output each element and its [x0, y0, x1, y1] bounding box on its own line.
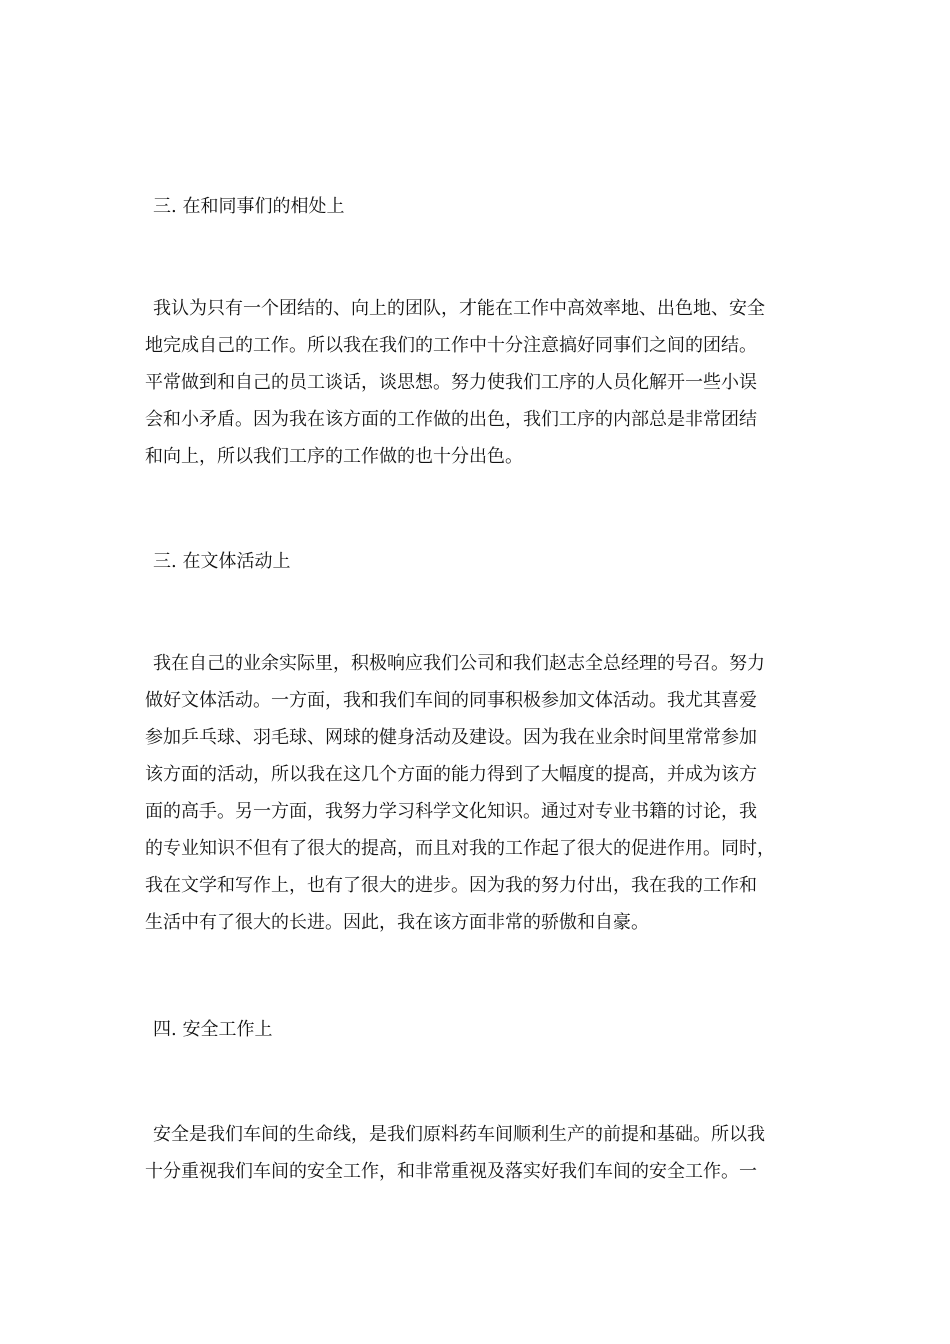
- paragraph-line: 平常做到和自己的员工谈话，谈思想。努力使我们工序的人员化解开一些小误: [145, 372, 757, 393]
- paragraph-line: 和向上，所以我们工序的工作做的也十分出色。: [145, 446, 523, 467]
- paragraph-line: 我在自己的业余实际里，积极响应我们公司和我们赵志全总经理的号召。努力: [153, 653, 765, 674]
- paragraph-line: 十分重视我们车间的安全工作，和非常重视及落实好我们车间的安全工作。一: [145, 1161, 757, 1182]
- paragraph-line: 地完成自己的工作。所以我在我们的工作中十分注意搞好同事们之间的团结。: [145, 335, 757, 356]
- section-paragraph-sports: [145, 645, 805, 941]
- paragraph-line: 生活中有了很大的长进。因此，我在该方面非常的骄傲和自豪。: [145, 912, 649, 933]
- paragraph-line: 的专业知识不但有了很大的提高，而且对我的工作起了很大的促进作用。同时，: [145, 838, 775, 859]
- paragraph-line: 面的高手。另一方面，我努力学习科学文化知识。通过对专业书籍的讨论，我: [145, 801, 757, 822]
- section-paragraph-colleagues: [145, 290, 805, 475]
- section-heading-sports: 三. 在文体活动上: [153, 551, 291, 572]
- section-heading-safety: 四. 安全工作上: [153, 1019, 273, 1040]
- paragraph-line: 我在文学和写作上，也有了很大的进步。因为我的努力付出，我在我的工作和: [145, 875, 757, 896]
- section-paragraph-safety: [145, 1116, 805, 1190]
- paragraph-line: 参加乒乓球、羽毛球、网球的健身活动及建设。因为我在业余时间里常常参加: [145, 727, 757, 748]
- paragraph-line: 会和小矛盾。因为我在该方面的工作做的出色，我们工序的内部总是非常团结: [145, 409, 757, 430]
- paragraph-line: 该方面的活动，所以我在这几个方面的能力得到了大幅度的提高，并成为该方: [145, 764, 757, 785]
- section-heading-colleagues: 三. 在和同事们的相处上: [153, 196, 345, 217]
- paragraph-line: 做好文体活动。一方面，我和我们车间的同事积极参加文体活动。我尤其喜爱: [145, 690, 757, 711]
- paragraph-line: 安全是我们车间的生命线，是我们原料药车间顺利生产的前提和基础。所以我: [153, 1124, 765, 1145]
- paragraph-line: 我认为只有一个团结的、向上的团队，才能在工作中高效率地、出色地、安全: [153, 298, 765, 319]
